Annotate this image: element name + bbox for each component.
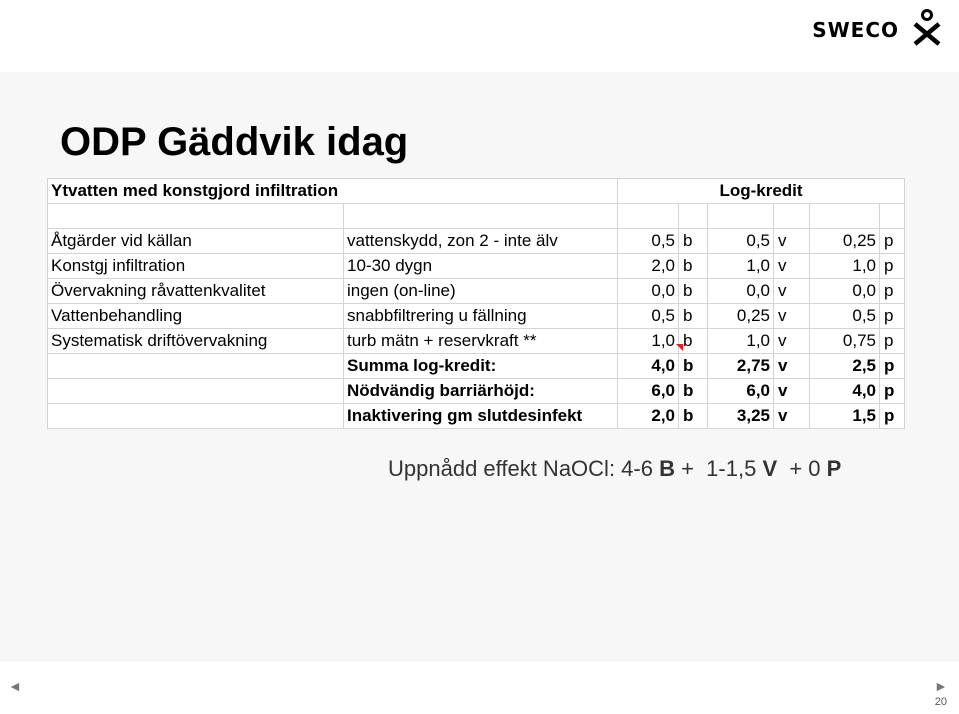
row-p-unit: p bbox=[880, 329, 905, 354]
row-measure: Övervakning råvattenkvalitet bbox=[48, 279, 344, 304]
summary-p-unit: p bbox=[880, 354, 905, 379]
row-p-unit: p bbox=[880, 304, 905, 329]
table-header-right: Log-kredit bbox=[618, 179, 905, 204]
table-row bbox=[48, 329, 905, 354]
summary-b-unit: b bbox=[679, 404, 708, 429]
effect-b-letter: B bbox=[659, 456, 675, 481]
row-p-unit: p bbox=[880, 254, 905, 279]
row-v-unit: v bbox=[774, 279, 810, 304]
brand-name: SWECO bbox=[812, 18, 899, 42]
row-measure: Konstgj infiltration bbox=[48, 254, 344, 279]
summary-p-value: 4,0 bbox=[810, 379, 880, 404]
summary-v-value: 6,0 bbox=[708, 379, 774, 404]
row-measure: Vattenbehandling bbox=[48, 304, 344, 329]
summary-row bbox=[48, 404, 905, 429]
summary-p-unit: p bbox=[880, 379, 905, 404]
row-p-value: 0,25 bbox=[810, 229, 880, 254]
row-b-unit: b bbox=[679, 304, 708, 329]
summary-row bbox=[48, 379, 905, 404]
row-v-unit: v bbox=[774, 254, 810, 279]
row-measure: Åtgärder vid källan bbox=[48, 229, 344, 254]
effect-mid2: + 0 bbox=[777, 456, 827, 481]
row-p-value: 1,0 bbox=[810, 254, 880, 279]
log-credit-table bbox=[47, 178, 905, 429]
row-v-value: 1,0 bbox=[708, 329, 774, 354]
row-p-value: 0,0 bbox=[810, 279, 880, 304]
summary-v-value: 2,75 bbox=[708, 354, 774, 379]
effect-p-letter: P bbox=[826, 456, 842, 481]
row-b-unit: b bbox=[679, 229, 708, 254]
row-v-value: 1,0 bbox=[708, 254, 774, 279]
triangle-left-icon[interactable]: ◄ bbox=[8, 678, 22, 694]
summary-row bbox=[48, 354, 905, 379]
table-row bbox=[48, 279, 905, 304]
summary-p-value: 1,5 bbox=[810, 404, 880, 429]
row-b-value: 0,0 bbox=[618, 279, 679, 304]
row-b-unit: b bbox=[679, 254, 708, 279]
row-b-value: 0,5 bbox=[618, 229, 679, 254]
row-v-value: 0,25 bbox=[708, 304, 774, 329]
row-v-value: 0,5 bbox=[708, 229, 774, 254]
comment-indicator-icon[interactable] bbox=[676, 344, 683, 351]
sweco-logo-icon bbox=[907, 6, 947, 46]
summary-v-unit: v bbox=[774, 354, 810, 379]
summary-p-unit: p bbox=[880, 404, 905, 429]
summary-b-value: 2,0 bbox=[618, 404, 679, 429]
summary-v-value: 3,25 bbox=[708, 404, 774, 429]
summary-b-unit: b bbox=[679, 354, 708, 379]
effect-mid: + 1-1,5 bbox=[674, 456, 763, 481]
table-row bbox=[48, 254, 905, 279]
summary-b-unit: b bbox=[679, 379, 708, 404]
row-b-unit: b bbox=[679, 329, 708, 354]
table-row bbox=[48, 229, 905, 254]
row-detail: snabbfiltrering u fällning bbox=[344, 304, 618, 329]
summary-label: Nödvändig barriärhöjd: bbox=[344, 379, 618, 404]
row-detail: ingen (on-line) bbox=[344, 279, 618, 304]
row-detail: 10-30 dygn bbox=[344, 254, 618, 279]
summary-b-value: 6,0 bbox=[618, 379, 679, 404]
row-detail: turb mätn + reservkraft ** bbox=[344, 329, 618, 354]
summary-v-unit: v bbox=[774, 379, 810, 404]
summary-v-unit: v bbox=[774, 404, 810, 429]
triangle-right-icon[interactable]: ► bbox=[934, 678, 948, 694]
effect-v-letter: V bbox=[762, 456, 778, 481]
brand-logo bbox=[812, 4, 947, 48]
effect-summary bbox=[388, 456, 841, 482]
row-measure: Systematisk driftövervakning bbox=[48, 329, 344, 354]
slide-title: ODP Gäddvik idag bbox=[60, 120, 409, 164]
table-spacer-row bbox=[48, 204, 905, 229]
summary-b-value: 4,0 bbox=[618, 354, 679, 379]
summary-label: Summa log-kredit: bbox=[344, 354, 618, 379]
table-row bbox=[48, 304, 905, 329]
row-v-unit: v bbox=[774, 304, 810, 329]
row-p-value: 0,5 bbox=[810, 304, 880, 329]
summary-p-value: 2,5 bbox=[810, 354, 880, 379]
row-p-unit: p bbox=[880, 279, 905, 304]
row-b-unit: b bbox=[679, 279, 708, 304]
row-detail: vattenskydd, zon 2 - inte älv bbox=[344, 229, 618, 254]
row-b-value: 2,0 bbox=[618, 254, 679, 279]
row-b-value: 0,5 bbox=[618, 304, 679, 329]
effect-prefix: Uppnådd effekt NaOCl: 4-6 bbox=[388, 456, 660, 481]
row-v-value: 0,0 bbox=[708, 279, 774, 304]
row-p-unit: p bbox=[880, 229, 905, 254]
row-b-value: 1,0 bbox=[618, 329, 679, 354]
table-header-left: Ytvatten med konstgjord infiltration bbox=[48, 179, 618, 204]
page-number: 20 bbox=[934, 696, 947, 708]
row-p-value: 0,75 bbox=[810, 329, 880, 354]
row-v-unit: v bbox=[774, 329, 810, 354]
table-header-row bbox=[48, 179, 905, 204]
summary-label: Inaktivering gm slutdesinfekt bbox=[344, 404, 618, 429]
row-v-unit: v bbox=[774, 229, 810, 254]
